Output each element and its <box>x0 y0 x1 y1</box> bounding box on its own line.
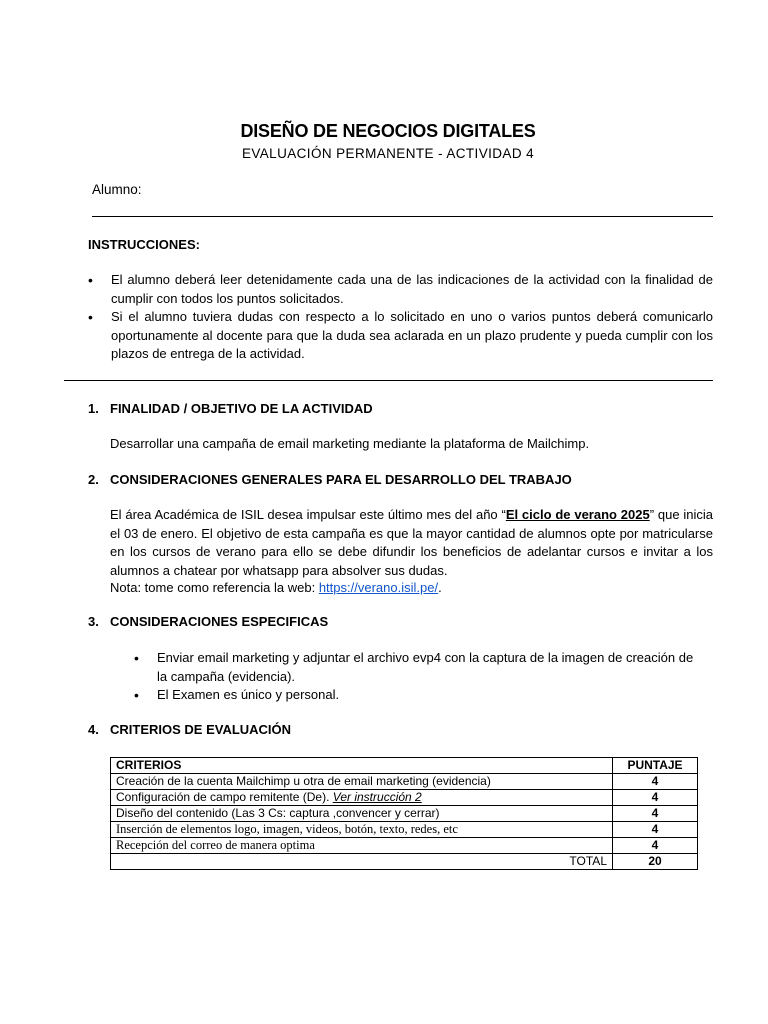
instructions-title: INSTRUCCIONES: <box>88 237 200 252</box>
list-item: • Si el alumno tuviera dudas con respecto a lo solicitado en uno o varios puntos deberá comunicarlo oportunamente al docente para que la duda sea aclarada en un plazo prudente y pueda cumplir con los plazos de entrega de la actividad. <box>88 308 713 364</box>
note-prefix: Nota: tome como referencia la web: <box>110 580 319 595</box>
score-cell: 4 <box>613 790 698 806</box>
paragraph-text: ” que inicia el 03 de enero. El objetivo de esta campaña es que la mayor cantidad de alumnos opte por matricularse en los cursos de verano para ello se debe difundir los beneficios de adelantar cursos e invitar a los alumnos a chatear por whatsapp para absolver sus dudas. <box>110 507 713 578</box>
table-header-row <box>111 758 698 774</box>
section-title: CRITERIOS DE EVALUACIÓN <box>110 722 292 737</box>
section-1-heading <box>88 401 373 416</box>
section-2-heading <box>88 472 572 487</box>
section-title: FINALIDAD / OBJETIVO DE LA ACTIVIDAD <box>110 401 373 416</box>
section-title: CONSIDERACIONES GENERALES PARA EL DESARROLLO DEL TRABAJO <box>110 472 572 487</box>
criteria-table <box>110 757 698 870</box>
section-number: 4. <box>88 722 99 737</box>
criteria-text: Configuración de campo remitente (De). <box>116 790 333 804</box>
section-2-text <box>110 506 713 580</box>
table-total-row <box>111 854 698 870</box>
student-name-line <box>92 216 713 217</box>
criteria-cell: Diseño del contenido (Las 3 Cs: captura ,convencer y cerrar) <box>111 806 613 822</box>
score-cell: 4 <box>613 822 698 838</box>
total-label: TOTAL <box>111 854 613 870</box>
criteria-cell: Inserción de elementos logo, imagen, videos, botón, texto, redes, etc <box>111 822 613 838</box>
section-2-note <box>110 579 713 598</box>
score-cell: 4 <box>613 838 698 854</box>
instructions-list <box>88 271 713 364</box>
instruction-reference: Ver instrucción 2 <box>332 790 422 804</box>
section-3-heading <box>88 614 328 629</box>
table-row <box>111 822 698 838</box>
section-number: 3. <box>88 614 99 629</box>
section-4-heading <box>88 722 291 737</box>
verano-link[interactable]: https://verano.isil.pe/ <box>318 580 439 595</box>
section-number: 1. <box>88 401 99 416</box>
table-row <box>111 806 698 822</box>
note-suffix: . <box>438 580 442 595</box>
section-1-text: Desarrollar una campaña de email marketing mediante la plataforma de Mailchimp. <box>110 436 590 451</box>
column-header-score: PUNTAJE <box>613 758 698 774</box>
table-row <box>111 838 698 854</box>
total-score: 20 <box>613 854 698 870</box>
criteria-cell: Creación de la cuenta Mailchimp u otra de email marketing (evidencia) <box>111 774 613 790</box>
document-subtitle: EVALUACIÓN PERMANENTE - ACTIVIDAD 4 <box>241 146 535 161</box>
highlight-text: El ciclo de verano 2025 <box>505 507 650 522</box>
document-title: DISEÑO DE NEGOCIOS DIGITALES <box>240 121 536 141</box>
table-row <box>111 774 698 790</box>
column-header-criteria: CRITERIOS <box>111 758 613 774</box>
list-item: • El Examen es único y personal. <box>134 686 694 705</box>
section-title: CONSIDERACIONES ESPECIFICAS <box>110 614 329 629</box>
section-divider <box>64 380 713 381</box>
student-label: Alumno: <box>92 182 142 197</box>
criteria-cell <box>111 790 613 806</box>
score-cell: 4 <box>613 774 698 790</box>
criteria-cell: Recepción del correo de manera optima <box>111 838 613 854</box>
section-number: 2. <box>88 472 99 487</box>
specific-considerations-list <box>134 649 694 705</box>
list-item: • El alumno deberá leer detenidamente cada una de las indicaciones de la actividad con la finalidad de cumplir con todos los puntos solicitados. <box>88 271 713 308</box>
paragraph-text: El área Académica de ISIL desea impulsar este último mes del año “ <box>110 507 506 522</box>
score-cell: 4 <box>613 806 698 822</box>
table-row <box>111 790 698 806</box>
list-item: • Enviar email marketing y adjuntar el archivo evp4 con la captura de la imagen de creación de la campaña (evidencia). <box>134 649 694 686</box>
